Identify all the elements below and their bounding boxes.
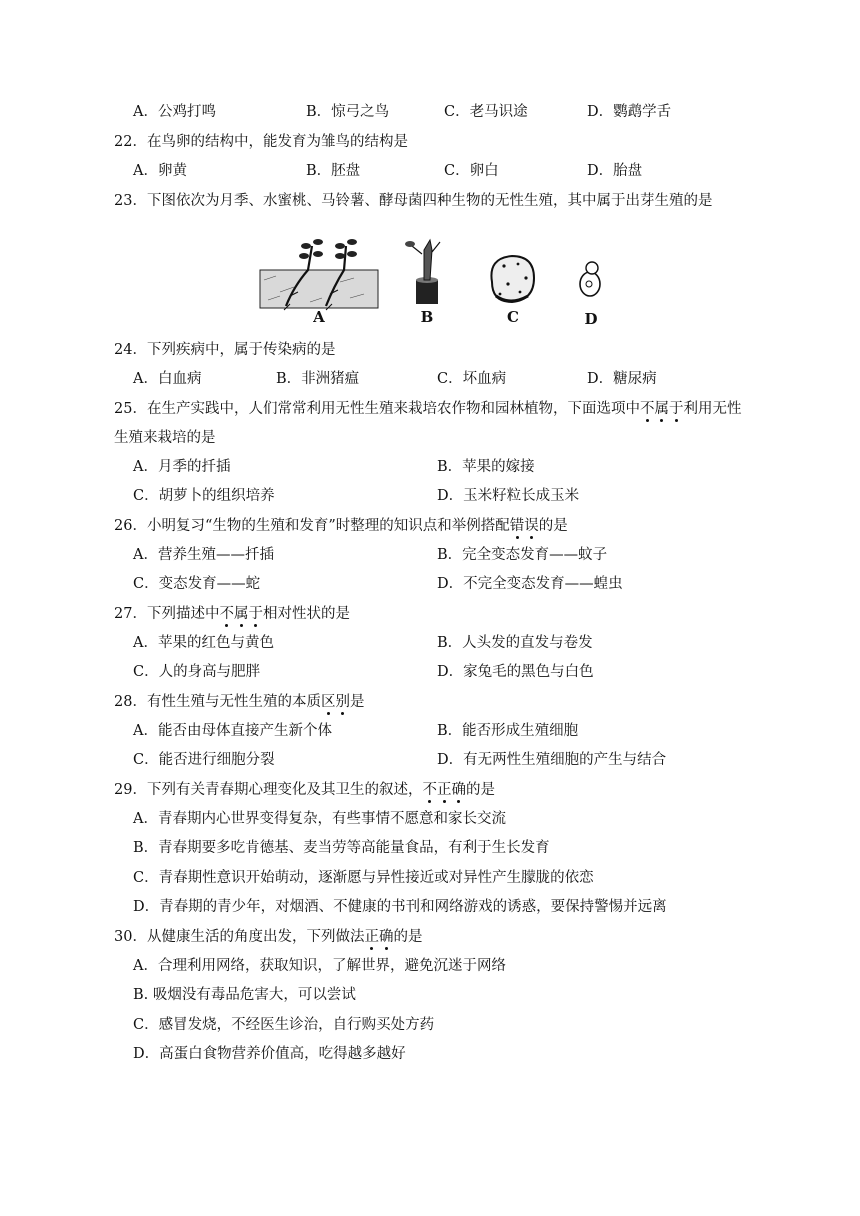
q23-stem: 23．下图依次为月季、水蜜桃、马铃薯、酵母菌四种生物的无性生殖，其中属于出芽生殖的是	[114, 193, 713, 209]
q25-option-b: B．苹果的嫁接	[437, 459, 535, 475]
q28-option-c: C．能否进行细胞分裂	[133, 752, 275, 768]
figure-c-potato	[491, 256, 534, 302]
emphasis-char: 误	[524, 518, 539, 534]
figure-b-grafting	[405, 240, 440, 304]
emphasis-char: 属	[654, 401, 669, 417]
q30-option-c: C．感冒发烧，不经医生诊治，自行购买处方药	[133, 1017, 435, 1033]
figure-label-c: C	[507, 308, 519, 326]
q22-stem: 22．在鸟卵的结构中，能发育为雏鸟的结构是	[114, 134, 408, 150]
q26-option-b: B．完全变态发育——蚊子	[437, 547, 608, 563]
q27-stem-part1: 27．下列描述中	[114, 606, 220, 622]
q27-stem-part2: 相对性状的是	[262, 606, 350, 622]
q29-stem-part2: 的是	[465, 782, 495, 798]
emphasis-char: 不	[219, 606, 234, 622]
q22-option-a: A．卵黄	[133, 163, 187, 179]
q28-option-d: D．有无两性生殖细胞的产生与结合	[437, 752, 667, 768]
emphasis-char: 确	[378, 929, 394, 945]
emphasis-char: 正	[436, 782, 452, 798]
emphasis-char: 确	[451, 782, 466, 798]
q26-option-d: D．不完全变态发育——蝗虫	[437, 576, 623, 592]
q24-option-d: D．糖尿病	[587, 371, 657, 387]
q27-option-b: B．人头发的直发与卷发	[437, 635, 593, 651]
q27-option-a: A．苹果的红色与黄色	[133, 635, 274, 651]
q29-option-c: C．青春期性意识开始萌动，逐渐愿与异性接近或对异性产生朦胧的依恋	[133, 870, 594, 886]
q29-option-d: D．青春期的青少年，对烟酒、不健康的书刊和网络游戏的诱惑，要保持警惕并远离	[133, 899, 667, 915]
q26-option-c: C．变态发育——蛇	[133, 576, 261, 592]
emphasis-char: 不	[639, 401, 655, 417]
q26-stem-part1: 26．小明复习“生物的生殖和发育”时整理的知识点和举例搭配	[114, 518, 510, 534]
q28-stem-part2: 是	[349, 694, 365, 710]
q21-option-b: B．惊弓之鸟	[306, 104, 390, 120]
q29-option-a: A．青春期内心世界变得复杂，有些事情不愿意和家长交流	[133, 811, 506, 827]
emphasis-char: 正	[364, 929, 379, 945]
q25-option-a: A．月季的扦插	[133, 459, 231, 475]
q25-stem-part2: 利用无性	[683, 401, 742, 417]
emphasis-char: 于	[248, 606, 263, 622]
q28-stem	[114, 692, 364, 712]
figure-label-b: B	[420, 308, 434, 326]
q21-option-c: C．老马识途	[444, 104, 528, 120]
q22-option-d: D．胎盘	[587, 163, 643, 179]
q25-stem	[114, 399, 741, 419]
q25-stem-line2: 生殖来栽培的是	[114, 430, 216, 446]
q27-option-c: C．人的身高与肥胖	[133, 664, 261, 680]
q21-option-d: D．鹦鹉学舌	[587, 104, 672, 120]
q25-option-d: D．玉米籽粒长成玉米	[437, 488, 580, 504]
q30-option-b: B. 吸烟没有毒品危害大，可以尝试	[133, 987, 356, 1003]
figure-label-a: A	[313, 308, 325, 326]
q30-option-d: D．高蛋白食物营养价值高，吃得越多越好	[133, 1046, 406, 1062]
q28-option-b: B．能否形成生殖细胞	[437, 723, 579, 739]
q30-option-a: A．合理利用网络，获取知识，了解世界，避免沉迷于网络	[133, 958, 506, 974]
q30-stem-part1: 30．从健康生活的角度出发，下列做法	[114, 929, 365, 945]
q27-stem	[114, 604, 350, 624]
emphasis-char: 别	[335, 694, 350, 710]
emphasis-char: 不	[422, 782, 437, 798]
q24-option-a: A．白血病	[133, 371, 202, 387]
emphasis-char: 区	[320, 694, 336, 710]
q29-option-b: B．青春期要多吃肯德基、麦当劳等高能量食品，有利于生长发育	[133, 840, 550, 856]
q29-stem	[114, 780, 495, 800]
q24-option-b: B．非洲猪瘟	[276, 371, 360, 387]
q27-option-d: D．家兔毛的黑色与白色	[437, 664, 594, 680]
reproduction-figure	[250, 232, 620, 332]
q26-stem	[114, 516, 568, 536]
q28-option-a: A．能否由母体直接产生新个体	[133, 723, 332, 739]
figure-d-yeast	[580, 262, 600, 296]
q21-option-a: A．公鸡打鸣	[133, 104, 216, 120]
q24-stem: 24．下列疾病中，属于传染病的是	[114, 342, 336, 358]
q26-stem-part2: 的是	[538, 518, 568, 534]
q28-stem-part1: 28．有性生殖与无性生殖的本质	[114, 694, 321, 710]
q22-option-b: B．胚盘	[306, 163, 361, 179]
q25-option-c: C．胡萝卜的组织培养	[133, 488, 275, 504]
emphasis-char: 于	[668, 401, 684, 417]
reproduction-figure-svg	[250, 232, 620, 332]
q26-option-a: A．营养生殖——扦插	[133, 547, 274, 563]
q30-stem	[114, 927, 422, 947]
q24-option-c: C．坏血病	[437, 371, 507, 387]
q30-stem-part2: 的是	[393, 929, 423, 945]
q29-stem-part1: 29．下列有关青春期心理变化及其卫生的叙述，	[114, 782, 423, 798]
emphasis-char: 错	[509, 518, 525, 534]
emphasis-char: 属	[233, 606, 249, 622]
figure-label-d: D	[584, 310, 598, 328]
figure-a-cutting	[260, 239, 378, 310]
q25-stem-part1: 25．在生产实践中，人们常常利用无性生殖来栽培农作物和园林植物，下面选项中	[114, 401, 640, 417]
q22-option-c: C．卵白	[444, 163, 499, 179]
